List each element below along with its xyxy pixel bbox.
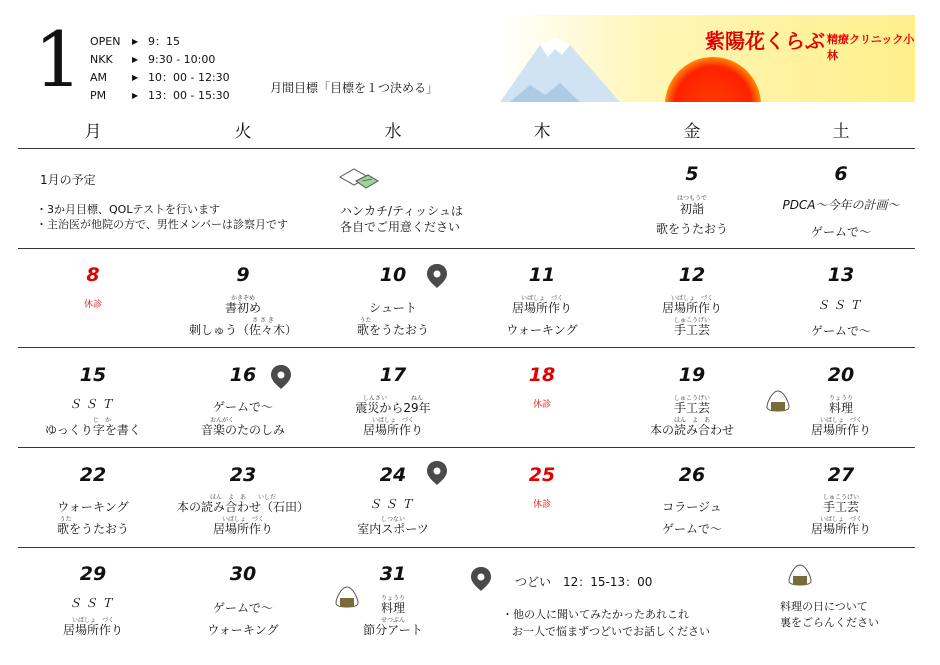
closed-label: 休診 bbox=[83, 300, 102, 310]
activity: 手工芸 bbox=[673, 401, 710, 415]
ruby: ほん よ あ いしだ bbox=[209, 494, 276, 501]
schedule-times bbox=[90, 33, 230, 105]
day-cell-22 bbox=[18, 448, 168, 547]
ruby: いばしょ づく bbox=[670, 295, 713, 302]
activity: 刺しゅう（佐々木） bbox=[188, 323, 297, 337]
activity: 本の読み合わせ（石田） bbox=[176, 500, 309, 514]
ruby: りょうり bbox=[380, 595, 405, 602]
map-pin-icon bbox=[426, 460, 448, 490]
weekday-sat: 土 bbox=[832, 122, 850, 142]
day-cell-11 bbox=[467, 249, 617, 347]
handkerchief-icon bbox=[336, 165, 382, 197]
divider bbox=[18, 148, 915, 149]
activity: 居場所作り bbox=[362, 423, 423, 437]
day-cell-6 bbox=[766, 150, 916, 248]
activity: 初詣 bbox=[679, 202, 704, 216]
day-number: 15 bbox=[79, 364, 107, 386]
activity: 震災から29年 bbox=[355, 401, 431, 415]
day-number: 16 bbox=[229, 364, 257, 386]
day-cell-23 bbox=[168, 448, 318, 547]
brand-title: 紫陽花くらぶ bbox=[705, 29, 825, 53]
ruby: しゅこうげい bbox=[673, 395, 710, 402]
notice-title: 1月の予定 bbox=[40, 173, 96, 187]
ruby: いばしょ づく bbox=[819, 516, 862, 523]
schedule-row: AM ▶ 10：00 - 12:30 bbox=[90, 71, 230, 84]
day-cell-19 bbox=[617, 348, 767, 447]
ruby: おんがく bbox=[209, 417, 234, 424]
tsudoi-line: お一人で悩まずつどいでお話しください bbox=[512, 625, 710, 638]
activity: 音楽のたのしみ bbox=[200, 423, 285, 437]
reminder-line: 各自でご用意ください bbox=[340, 220, 461, 234]
day-cell-9 bbox=[168, 249, 318, 347]
clinic-name: 精療クリニック小林 bbox=[827, 33, 915, 62]
ruby: うた bbox=[59, 516, 72, 523]
map-pin-icon bbox=[426, 263, 448, 293]
closed-label: 休診 bbox=[532, 400, 551, 410]
ruby: いばしょ づく bbox=[71, 617, 114, 624]
activity: 居場所作り bbox=[212, 522, 273, 536]
monthly-goal: 月間目標「目標を１つ決める」 bbox=[270, 81, 439, 95]
day-number: 22 bbox=[79, 464, 107, 486]
activity: ＳＳＴ bbox=[816, 298, 865, 312]
notice-line: ・3か月目標、QOLテストを行います bbox=[36, 203, 221, 216]
day-cell-30 bbox=[168, 548, 318, 658]
activity: PDCA～今年の計画～ bbox=[782, 198, 900, 212]
activity: 料理 bbox=[828, 401, 853, 415]
ruby: ほん よ あ bbox=[673, 417, 710, 424]
day-number: 11 bbox=[528, 264, 556, 286]
activity: シュート bbox=[369, 301, 417, 315]
ruby: いばしょ づく bbox=[221, 516, 264, 523]
activity: 居場所作り bbox=[661, 301, 722, 315]
ruby: いばしょ づく bbox=[819, 417, 862, 424]
activity: 手工芸 bbox=[673, 323, 710, 337]
rice-ball-icon bbox=[765, 389, 791, 417]
rice-ball-icon bbox=[334, 585, 360, 613]
day-number: 31 bbox=[379, 563, 407, 585]
activity: ＳＳＴ bbox=[68, 397, 117, 411]
day-number: 29 bbox=[79, 563, 107, 585]
activity: ＳＳＴ bbox=[368, 497, 417, 511]
ruby: じ か bbox=[74, 417, 111, 424]
day-number: 26 bbox=[678, 464, 706, 486]
activity: ＳＳＴ bbox=[68, 596, 117, 610]
day-number: 10 bbox=[379, 264, 407, 286]
activity: コラージュ bbox=[662, 500, 722, 514]
day-cell-12 bbox=[617, 249, 767, 347]
ruby: しゅこうげい bbox=[673, 317, 710, 324]
day-number: 17 bbox=[379, 364, 407, 386]
day-number: 27 bbox=[827, 464, 855, 486]
activity: 本の読み合わせ bbox=[649, 423, 734, 437]
ruby: しんさい ねん bbox=[362, 395, 423, 402]
activity: ウォーキング bbox=[207, 623, 279, 637]
activity: 居場所作り bbox=[810, 423, 871, 437]
ruby: しゅこうげい bbox=[822, 494, 859, 501]
activity: 室内スポーツ bbox=[357, 522, 429, 536]
activity: 歌をうたおう bbox=[356, 323, 429, 337]
day-number: 8 bbox=[86, 264, 100, 286]
activity: 書初め bbox=[224, 301, 261, 315]
weekday-tue: 火 bbox=[234, 122, 252, 142]
ruby: うた bbox=[359, 317, 372, 324]
activity: ウォーキング bbox=[506, 323, 578, 337]
notice-line: ・主治医が他院の方で、男性メンバーは診察月です bbox=[36, 218, 289, 231]
day-number: 25 bbox=[528, 464, 556, 486]
ruby: りょうり bbox=[828, 395, 853, 402]
closed-label: 休診 bbox=[532, 500, 551, 510]
schedule-row: NKK ▶ 9:30 - 10:00 bbox=[90, 53, 216, 66]
header-banner bbox=[500, 15, 915, 102]
day-number: 23 bbox=[229, 464, 257, 486]
ruby: いばしょ づく bbox=[371, 417, 414, 424]
ruby: せつぶん bbox=[380, 617, 405, 624]
activity: 歌をうたおう bbox=[56, 522, 129, 536]
rice-ball-icon bbox=[787, 563, 813, 591]
day-cell-17 bbox=[318, 348, 468, 447]
activity: ゲームで～ bbox=[661, 522, 722, 536]
day-cell-18 bbox=[467, 348, 617, 447]
activity: 手工芸 bbox=[822, 500, 859, 514]
activity: 居場所作り bbox=[62, 623, 123, 637]
day-cell-16 bbox=[168, 348, 318, 447]
day-number: 6 bbox=[834, 163, 848, 185]
cooking-note-line: 裏をごらんください bbox=[780, 616, 879, 629]
day-number: 13 bbox=[827, 264, 855, 286]
day-number: 19 bbox=[678, 364, 706, 386]
activity: 居場所作り bbox=[511, 301, 572, 315]
activity: ゲームで～ bbox=[212, 400, 273, 414]
weekday-mon: 月 bbox=[84, 122, 102, 142]
day-cell-13 bbox=[766, 249, 916, 347]
schedule-row: OPEN ▶ 9：15 bbox=[90, 35, 180, 48]
activity: 節分アート bbox=[363, 623, 423, 637]
tsudoi-title: つどい 12：15-13：00 bbox=[515, 575, 653, 589]
weekday-thu: 木 bbox=[533, 122, 551, 142]
ruby: はつもうで bbox=[676, 195, 707, 202]
day-number: 24 bbox=[379, 464, 407, 486]
ruby: かきぞめ bbox=[230, 295, 255, 302]
activity: ゲームで～ bbox=[212, 601, 273, 615]
tsudoi-line: ・他の人に聞いてみたかったあれこれ bbox=[502, 608, 689, 621]
ruby: いばしょ づく bbox=[520, 295, 563, 302]
day-cell-25 bbox=[467, 448, 617, 547]
activity: ウォーキング bbox=[57, 500, 129, 514]
activity: 歌をうたおう bbox=[655, 222, 728, 236]
day-number: 12 bbox=[678, 264, 706, 286]
activity: ゆっくり字を書く bbox=[45, 423, 141, 437]
activity: 居場所作り bbox=[810, 522, 871, 536]
day-cell-5 bbox=[617, 150, 767, 248]
day-cell-26 bbox=[617, 448, 767, 547]
ruby: しつない bbox=[380, 516, 405, 523]
month-number: 1 bbox=[34, 15, 83, 104]
day-cell-8 bbox=[18, 249, 168, 347]
day-number: 18 bbox=[528, 364, 556, 386]
day-cell-27 bbox=[766, 448, 916, 547]
ruby: さ さ き bbox=[252, 317, 274, 324]
activity: ゲームで～ bbox=[810, 324, 871, 338]
day-cell-15 bbox=[18, 348, 168, 447]
map-pin-icon bbox=[470, 566, 492, 596]
schedule-row: PM ▶ 13：00 - 15:30 bbox=[90, 89, 230, 102]
day-cell-29 bbox=[18, 548, 168, 658]
activity: 料理 bbox=[380, 601, 405, 615]
weekday-fri: 金 bbox=[683, 122, 701, 142]
day-number: 30 bbox=[229, 563, 257, 585]
day-number: 9 bbox=[236, 264, 250, 286]
day-number: 20 bbox=[827, 364, 855, 386]
reminder-line: ハンカチ/ティッシュは bbox=[340, 204, 463, 218]
activity: ゲームで～ bbox=[810, 225, 871, 239]
weekday-wed: 水 bbox=[384, 122, 402, 142]
map-pin-icon bbox=[270, 364, 292, 394]
day-number: 5 bbox=[685, 163, 699, 185]
cooking-note-line: 料理の日について bbox=[780, 600, 868, 613]
